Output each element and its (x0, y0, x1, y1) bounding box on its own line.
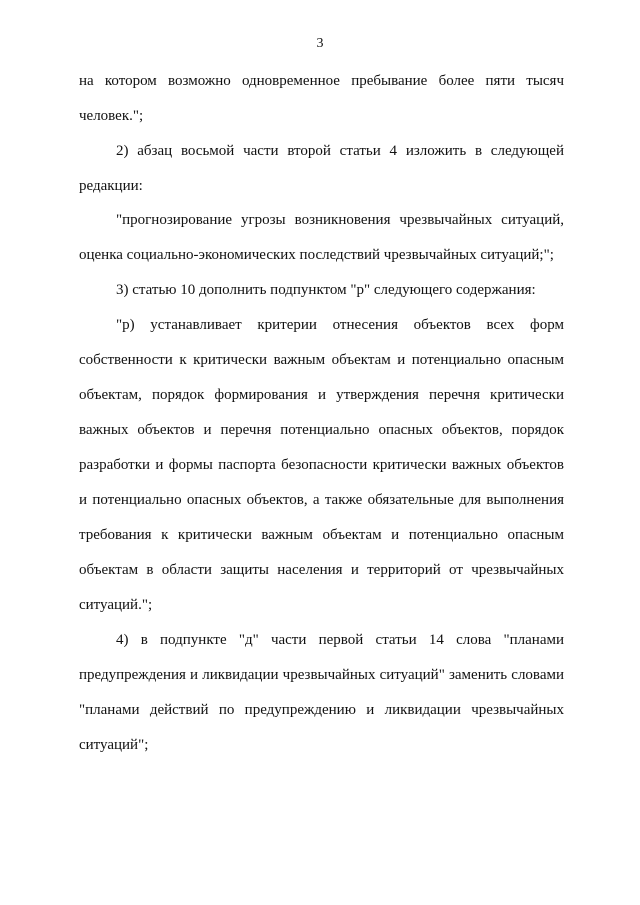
text-line: на котором возможно одновременное пребывание более пяти тысяч (79, 73, 564, 89)
text-line: редакции: (79, 178, 143, 194)
text-line: 2) абзац восьмой части второй статьи 4 изложить в следующей (116, 143, 564, 159)
text-line: "р) устанавливает критерии отнесения объектов всех форм (116, 317, 564, 333)
text-line: оценка социально-экономических последствий чрезвычайных ситуаций;"; (79, 247, 554, 263)
text-line: объектам, порядок формирования и утверждения перечня критически (79, 387, 564, 403)
text-line: "прогнозирование угрозы возникновения чрезвычайных ситуаций, (116, 212, 564, 228)
text-line: 4) в подпункте "д" части первой статьи 14 слова "планами (116, 632, 564, 648)
text-line: предупреждения и ликвидации чрезвычайных ситуаций" заменить словами (79, 667, 564, 683)
text-line: "планами действий по предупреждению и ликвидации чрезвычайных (79, 702, 564, 718)
text-line: человек."; (79, 108, 144, 124)
text-line: собственности к критически важным объектам и потенциально опасным (79, 352, 564, 368)
text-line: и потенциально опасных объектов, а также обязательные для выполнения (79, 492, 564, 508)
text-line: требования к критически важным объектам и потенциально опасным (79, 527, 564, 543)
text-line: разработки и формы паспорта безопасности критически важных объектов (79, 457, 564, 473)
text-line: объектам в области защиты населения и территорий от чрезвычайных (79, 562, 564, 578)
text-line: важных объектов и перечня потенциально опасных объектов, порядок (79, 422, 564, 438)
text-line: 3) статью 10 дополнить подпунктом "р" следующего содержания: (116, 282, 536, 298)
text-line: ситуаций."; (79, 597, 153, 613)
page-number: 3 (316, 36, 324, 51)
text-line: ситуаций"; (79, 737, 149, 753)
